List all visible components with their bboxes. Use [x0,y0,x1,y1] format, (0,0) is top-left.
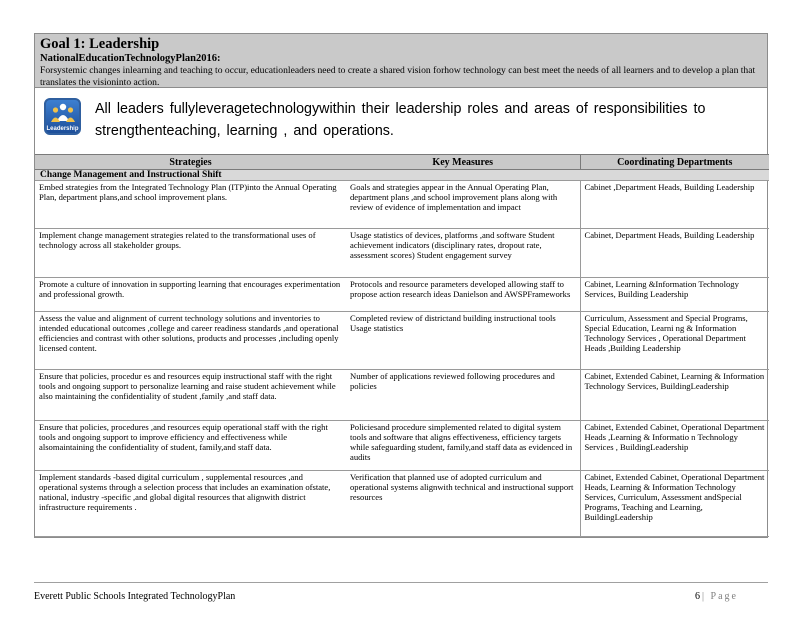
section-row [35,170,769,181]
header-key-measures: Key Measures [346,155,580,170]
goal-header [34,33,768,88]
table-header-row [35,155,769,170]
departments-cell: Cabinet ,Department Heads, Building Leadership [580,181,769,229]
leadership-people-icon [44,98,81,135]
departments-cell: Cabinet, Department Heads, Building Leadership [580,229,769,278]
header-strategies: Strategies [35,155,346,170]
page-footer [34,582,768,602]
measure-cell: Protocols and resource parameters developed allowing staff to propose action research ideas Danielson and AWSPFrameworks [346,278,580,312]
strategy-cell: Implement standards -based digital curriculum , supplemental resources ,and operational systems through a selection process that includes an examination ofstate, national, industry -specific ,and global digital resources that alignwith district infrastructure requirements . [35,471,346,537]
logo-label: Leadership [46,126,79,132]
goal-title: Goal 1: Leadership [40,36,160,52]
measure-cell: Usage statistics of devices, platforms ,and software Student achievement indicators (disciplinary rates, dropout rate, assessment scores) Student engagement survey [346,229,580,278]
measure-cell: Completed review of districtand building instructional tools Usage statistics [346,312,580,370]
departments-cell: Cabinet, Learning &Information Technology Services, Building Leadership [580,278,769,312]
measure-cell: Number of applications reviewed following procedures and policies [346,370,580,421]
document-page [34,33,768,538]
table-row [35,421,769,471]
strategy-table [35,154,769,537]
vision-statement [34,88,768,154]
strategy-cell: Ensure that policies, procedur es and resources equip instructional staff with the right tools and ongoing support to personalize learning and raise student achievement while also maintaining the confidentiality of student ,family ,and staff data. [35,370,346,421]
footer-document-title: Everett Public Schools Integrated TechnologyPlan [34,591,236,602]
departments-cell: Cabinet, Extended Cabinet, Learning & Information Technology Services, BuildingLeadership [580,370,769,421]
table-row [35,229,769,278]
departments-cell: Cabinet, Extended Cabinet, Operational Department Heads, Learning & Information Technology Services, Curriculum, Assessment andSpecial Programs, Teaching and Learning, BuildingLeadership [580,471,769,537]
departments-cell: Cabinet, Extended Cabinet, Operational Department Heads ,Learning & Informatio n Technology Services , BuildingLeadership [580,421,769,471]
page-number: 6 [695,591,703,602]
strategy-table-wrapper [34,154,768,538]
strategy-cell: Embed strategies from the Integrated Technology Plan (ITP)into the Annual Operating Plan, department plans,and school improvement plans. [35,181,346,229]
table-row [35,181,769,229]
departments-cell: Curriculum, Assessment and Special Programs, Special Education, Learni ng & Information Technology Services , Operational Department Heads ,Building Leadership [580,312,769,370]
measure-cell: Verification that planned use of adopted curriculum and operational systems alignwith technical and instructional support resources [346,471,580,537]
table-row [35,370,769,421]
strategy-cell: Ensure that policies, procedures ,and resources equip operational staff with the right tools and ongoing support to improve efficiency and effectiveness while alsomaintaining the confidentiality of student, family,and staff data. [35,421,346,471]
strategy-cell: Implement change management strategies related to the transformational uses of technology across all stakeholder groups. [35,229,346,278]
table-row [35,278,769,312]
section-title: Change Management and Instructional Shift [35,170,769,181]
strategy-cell: Promote a culture of innovation in supporting learning that encourages experimentation and professional growth. [35,278,346,312]
table-row [35,312,769,370]
plan-title: NationalEducationTechnologyPlan2016: [40,53,221,64]
measure-cell: Goals and strategies appear in the Annual Operating Plan, department plans ,and school improvement plans along with review of evidence of implementation and impact [346,181,580,229]
plan-text: Forsystemic changes inlearning and teaching to occur, educationleaders need to create a shared vision forhow technology can best meet the needs of all learners and to develop a plan that translates the visioninto action. [40,65,756,88]
footer-page [695,591,738,602]
page-label: | Page [702,591,738,602]
strategy-cell: Assess the value and alignment of current technology solutions and inventories to intended educational outcomes ,college and career readiness standards ,and operational efficiencies and contrast with other solutions, products and processes ,including openly licensed content. [35,312,346,370]
table-row [35,471,769,537]
header-coordinating-departments: Coordinating Departments [580,155,769,170]
vision-text: All leaders fullyleveragetechnologywithin their leadership roles and areas of responsibilities to strengthenteaching, learning , and operations. [95,101,706,139]
measure-cell: Policiesand procedure simplemented related to digital system tools and software that aligns effectiveness, efficiency targets while safeguarding student, family,and staff data as evidenced in audits [346,421,580,471]
